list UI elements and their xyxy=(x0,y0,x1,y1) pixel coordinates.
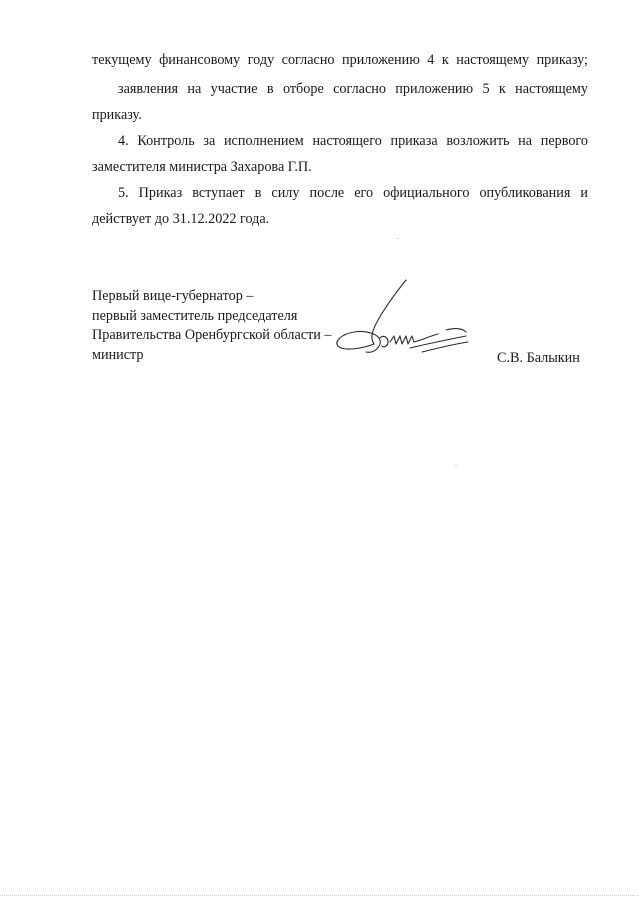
text-line: текущему финансовому году согласно приложению 4 к настоящему приказу; xyxy=(92,52,588,68)
signer-name: С.В. Балыкин xyxy=(497,350,580,366)
text-line: 4. Контроль за исполнением настоящего приказа возложить на первого xyxy=(118,133,588,149)
paragraph-continuation xyxy=(92,47,588,73)
signatory-title xyxy=(92,287,332,365)
text-line: 5. Приказ вступает в силу после его официального опубликования и xyxy=(118,185,588,201)
scan-speck xyxy=(455,466,457,467)
signatory-title-line: первый заместитель председателя xyxy=(92,307,298,324)
signatory-title-line: Первый вице-губернатор – xyxy=(92,288,254,304)
text-line: действует до 31.12.2022 года. xyxy=(92,211,270,227)
scan-speck xyxy=(397,238,399,239)
paragraph-item-5 xyxy=(92,180,588,232)
text-line: заявления на участие в отборе согласно приложению 5 к настоящему xyxy=(118,81,588,97)
handwritten-signature xyxy=(326,276,471,372)
text-line: приказу. xyxy=(92,107,142,123)
signatory-title-line: министр xyxy=(92,346,144,363)
page-bottom-edge xyxy=(0,895,639,896)
paragraph-applications xyxy=(92,76,588,128)
paragraph-item-4 xyxy=(92,128,588,180)
text-line: заместителя министра Захарова Г.П. xyxy=(92,159,312,175)
signatory-title-line: Правительства Оренбургской области – xyxy=(92,327,332,343)
